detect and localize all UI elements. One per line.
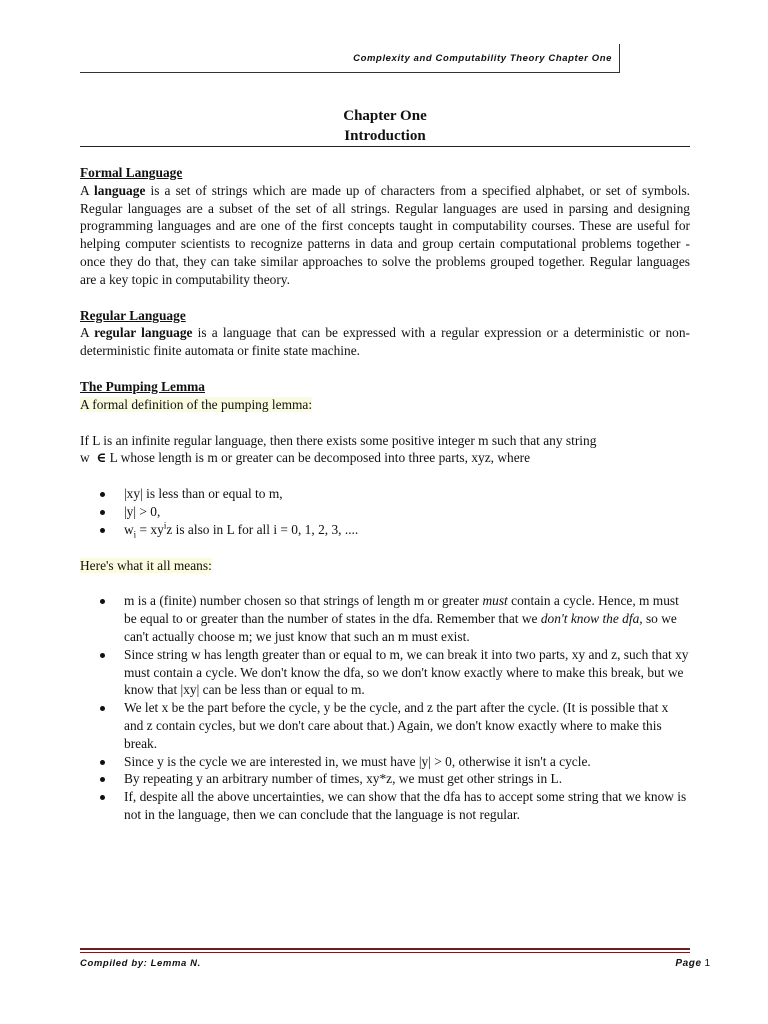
element-of-symbol: ∈ bbox=[96, 450, 107, 466]
list-item bbox=[80, 646, 690, 699]
footer-compiled-by: Compiled by: Lemma N. bbox=[80, 958, 201, 969]
condition-mid: = xy bbox=[136, 521, 164, 537]
formal-language-body: is a set of strings which are made up of characters from a specified alphabet, or set of symbols. Regular languages are a subset of the set of all strings. Regular languages are used in parsing and designing programming languages and are one of the first concepts taught in computability courses. These are useful for helping computer scientists to recognize patterns in data and group certain computational problems together - once they do that, they can take similar approaches to solve the problems grouped together. Regular languages are a key topic in computability theory. bbox=[80, 182, 690, 287]
condition-text: |xy| is less than or equal to m, bbox=[124, 486, 283, 502]
header-divider bbox=[619, 44, 620, 72]
term-regular-language: regular language bbox=[94, 325, 193, 341]
term-language: language bbox=[94, 182, 146, 198]
chapter-title: Introduction bbox=[344, 128, 426, 144]
bullet-icon bbox=[100, 599, 105, 604]
bullet-icon bbox=[100, 653, 105, 658]
list-item bbox=[80, 521, 690, 539]
section-title-regular-language: Regular Language bbox=[80, 307, 186, 323]
list-item bbox=[80, 503, 690, 521]
para-lead: A bbox=[80, 325, 95, 341]
bullet-icon bbox=[100, 795, 105, 800]
regular-language-paragraph bbox=[80, 324, 690, 360]
running-header-title: Complexity and Computability Theory Chapter One bbox=[353, 53, 612, 64]
chapter-heading bbox=[80, 106, 690, 146]
bullet-icon bbox=[100, 706, 105, 711]
meaning-text: contain a cycle. Hence, m must be equal to or greater than the number of states in the dfa. Remember that we bbox=[124, 593, 679, 627]
statement-w: w bbox=[80, 450, 90, 466]
list-item bbox=[80, 788, 690, 824]
meaning-text: Since y is the cycle we are interested in, we must have |y| > 0, otherwise it isn't a cycle. bbox=[124, 753, 591, 769]
chapter-number: Chapter One bbox=[343, 108, 427, 124]
bullet-icon bbox=[100, 510, 105, 515]
footer-rule-thin bbox=[80, 952, 690, 953]
document-body bbox=[80, 164, 690, 824]
superscript-i: i bbox=[163, 520, 167, 531]
bullet-icon bbox=[100, 777, 105, 782]
footer-rule bbox=[80, 948, 690, 953]
statement-line-1: If L is an infinite regular language, then there exists some positive integer m such that any string bbox=[80, 432, 597, 448]
emphasis-must: must bbox=[482, 593, 508, 609]
meanings-list bbox=[80, 592, 690, 823]
list-item bbox=[80, 753, 690, 771]
condition-w: w bbox=[124, 521, 134, 537]
footer-rule-thick bbox=[80, 948, 690, 950]
para-lead: A bbox=[80, 182, 95, 198]
meaning-text: m is a (finite) number chosen so that strings of length m or greater bbox=[124, 593, 483, 609]
statement-line-2: L whose length is m or greater can be decomposed into three parts, xyz, where bbox=[106, 450, 531, 466]
footer-page bbox=[675, 958, 710, 969]
page-number: 1 bbox=[704, 958, 710, 969]
bullet-icon bbox=[100, 528, 105, 533]
list-item bbox=[80, 699, 690, 752]
list-item bbox=[80, 770, 690, 788]
running-header bbox=[80, 44, 620, 73]
highlighted-intro: A formal definition of the pumping lemma: bbox=[80, 396, 313, 412]
conditions-list bbox=[80, 485, 690, 538]
bullet-icon bbox=[100, 492, 105, 497]
pumping-lemma-statement bbox=[80, 432, 690, 468]
meaning-text: Since string w has length greater than or equal to m, we can break it into two parts, xy and z, such that xy must contain a cycle. We don't know the dfa, so we don't know exactly where to make this break, but we know that |xy| can be less than or equal to m. bbox=[124, 646, 689, 698]
section-title-pumping-lemma: The Pumping Lemma bbox=[80, 378, 205, 394]
meaning-text: By repeating y an arbitrary number of times, xy*z, we must get other strings in L. bbox=[124, 771, 563, 787]
meaning-text: We let x be the part before the cycle, y be the cycle, and z the part after the cycle. (It is possible that x and z contain cycles, but we don't care about that.) Again, we don't know exactly where to make this break. bbox=[124, 700, 669, 751]
meaning-intro bbox=[80, 557, 690, 575]
condition-rest: z is also in L for all i = 0, 1, 2, 3, .... bbox=[166, 521, 359, 537]
meaning-text: so we can't actually choose m; we just know that such an m must exist. bbox=[124, 611, 677, 644]
highlighted-meaning-intro: Here's what it all means: bbox=[80, 557, 212, 573]
section-title-formal-language: Formal Language bbox=[80, 165, 183, 180]
condition-text: |y| > 0, bbox=[124, 503, 161, 519]
list-item bbox=[80, 485, 690, 503]
subscript-i: i bbox=[133, 529, 137, 540]
list-item bbox=[80, 592, 690, 645]
regular-language-body: is a language that can be expressed with a regular expression or a deterministic or non-deterministic finite automata or finite state machine. bbox=[80, 325, 690, 359]
heading-rule bbox=[80, 146, 690, 147]
pumping-lemma-intro bbox=[80, 396, 690, 414]
bullet-icon bbox=[100, 760, 105, 765]
page-label: Page bbox=[675, 958, 702, 969]
meaning-text: If, despite all the above uncertainties, we can show that the dfa has to accept some string that we know is not in the language, then we can conclude that the language is not regular. bbox=[124, 789, 687, 822]
emphasis-dont-know-dfa: don't know the dfa, bbox=[540, 611, 643, 627]
formal-language-paragraph bbox=[80, 182, 690, 289]
